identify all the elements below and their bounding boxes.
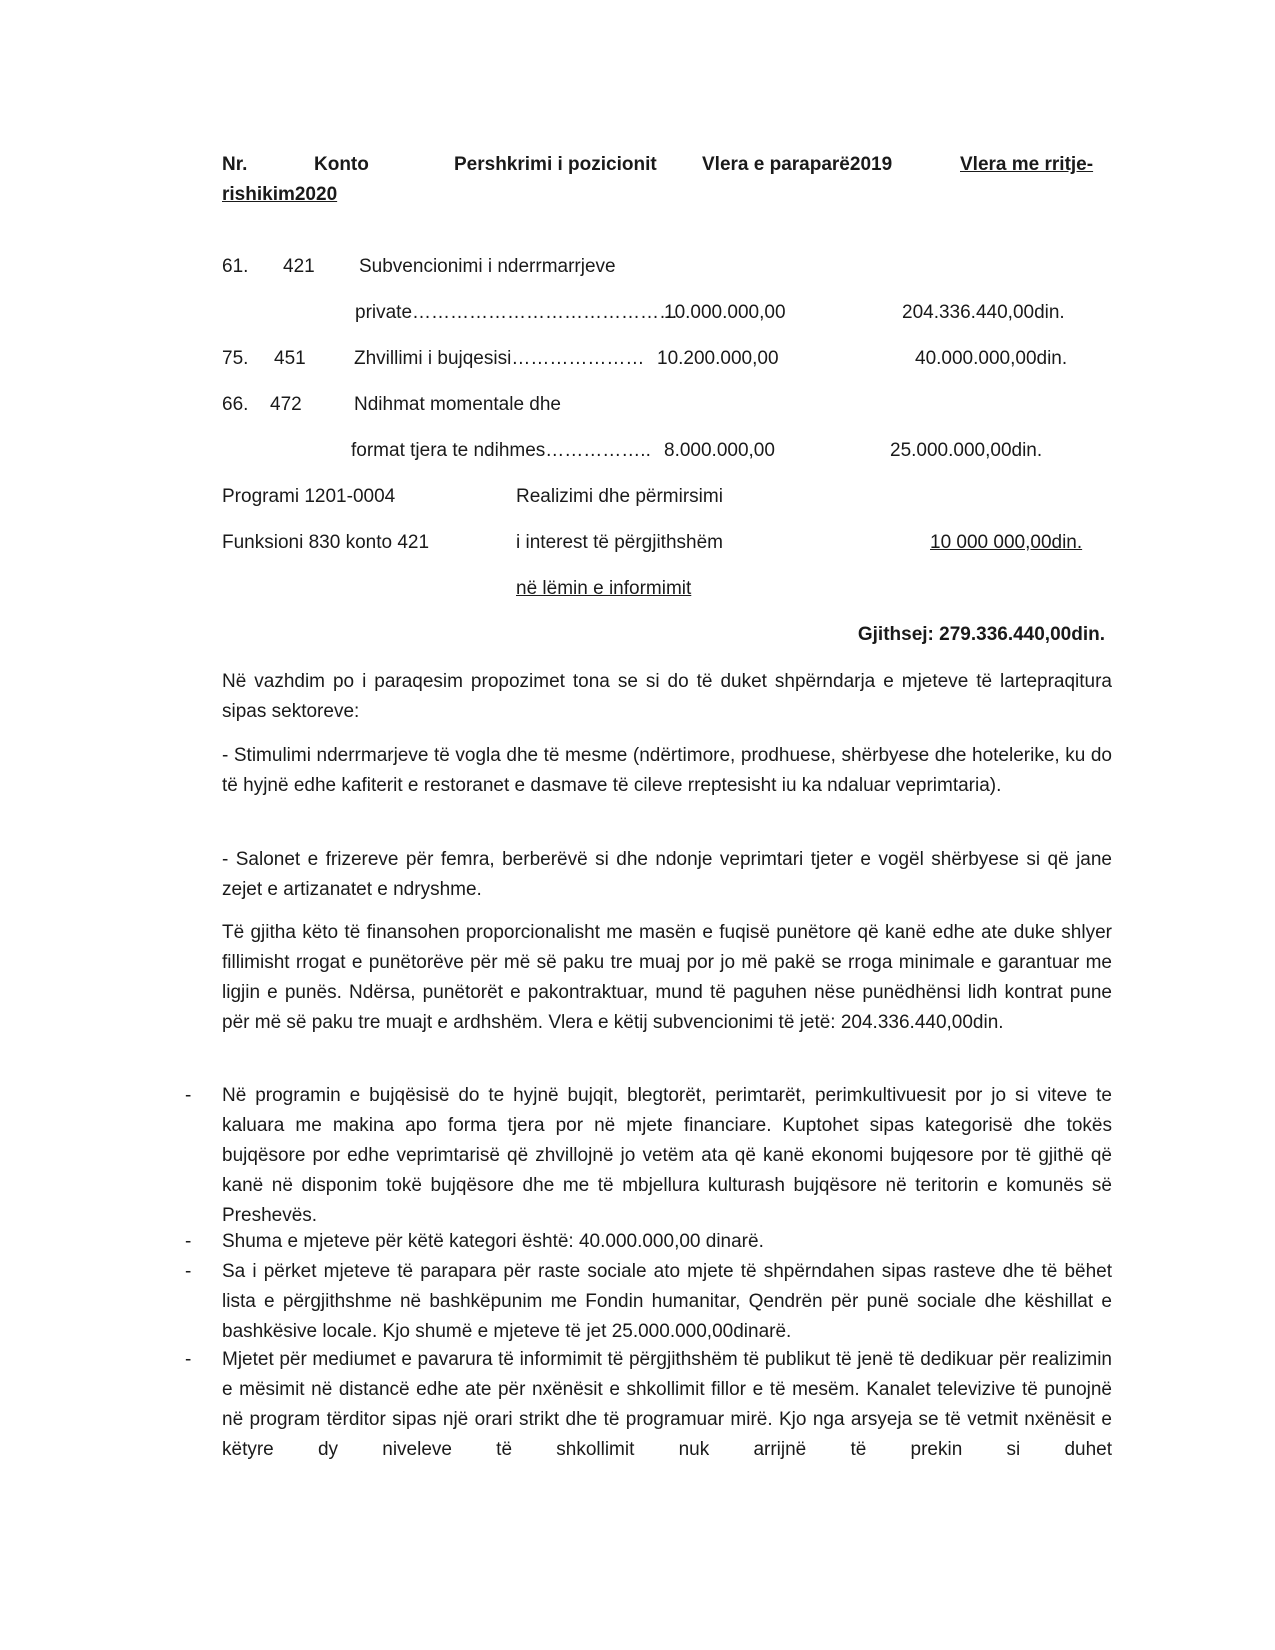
program-desc-line2: i interest të përgjithshëm	[516, 532, 723, 553]
row-75-konto: 451	[274, 348, 306, 369]
row-61-value-2019: 10.000.000,00	[664, 302, 786, 323]
row-66-desc-line2: format tjera te ndihmes……………..	[351, 440, 651, 461]
bullet-text: Në programin e bujqësisë do te hyjnë bujqit, blegtorët, perimtarët, perimkultivuesit por jo si viteve te kaluara me makina apo forma tjera por në mjete financiare. Kuptohet sipas kategorisë dhe tokës bujqësore por edhe veprimtarisë që zhvillojnë jo vetëm ata që kanë ekonomi bujqesore por të gjithë që kanë në disponim tokë bujqësore dhe me të mbjellura kulturash bujqësore në teritorin e komunës së Preshevës.	[222, 1085, 1112, 1226]
bullet-bujqesia	[185, 1081, 1112, 1231]
program-desc-line3: në lëmin e informimit	[516, 578, 692, 599]
row-75-value-2019: 10.200.000,00	[657, 348, 779, 369]
row-75-value-2020: 40.000.000,00din.	[915, 348, 1068, 369]
grand-total: Gjithsej: 279.336.440,00din.	[857, 624, 1105, 645]
row-61-value-2020: 204.336.440,00din.	[902, 302, 1065, 323]
row-66-value-2020: 25.000.000,00din.	[890, 440, 1043, 461]
program-value: 10 000 000,00din.	[930, 532, 1083, 553]
row-61-nr: 61.	[222, 256, 249, 277]
bullet-marker: -	[185, 1349, 192, 1370]
bullet-marker: -	[185, 1231, 192, 1252]
bullet-shuma	[185, 1227, 1112, 1257]
paragraph-salonet: - Salonet e frizereve për femra, berberëvë si dhe ndonje veprimtari tjeter e vogël shërbyese si që jane zejet e artizanatet e ndryshme.	[222, 849, 1112, 900]
bullet-text: Shuma e mjeteve për këtë kategori është: 40.000.000,00 dinarë.	[222, 1231, 764, 1252]
row-66-value-2019: 8.000.000,00	[664, 440, 775, 461]
row-61-konto: 421	[283, 256, 315, 277]
header-vlera-2020: Vlera me rritje-rishikim2020	[222, 154, 1094, 205]
bullet-text: Mjetet për mediumet e pavarura të informimit të përgjithshëm të publikut të jenë të dedikuar për realizimin e mësimit në distancë edhe ate për nxënësit e shkollimit fillor e të mesëm. Kanalet televizive të punojnë në program tërditor sipas një orari strikt dhe të programuar mirë. Kjo nga arsyeja se të vetmit nxënësit e këtyre dy niveleve të shkollimit nuk arrijnë të prekin si duhet	[222, 1349, 1112, 1460]
paragraph-stimulimi: - Stimulimi nderrmarjeve të vogla dhe të mesme (ndërtimore, prodhuese, shërbyese dhe hotelerike, ku do të hyjnë edhe kafiterit e restoranet e dasmave të cileve rreptesisht iu ka ndaluar veprimtaria).	[222, 745, 1112, 796]
table-header	[222, 150, 1112, 210]
bullet-text: Sa i përket mjeteve të parapara për raste sociale ato mjete të shpërndahen sipas rasteve dhe të bëhet lista e përgjithshme në bashkëpunim me Fondin humanitar, Qendrën për punë sociale dhe këshillat e bashkësive locale. Kjo shumë e mjeteve të jet 25.000.000,00dinarë.	[222, 1261, 1112, 1342]
header-konto: Konto	[314, 154, 369, 175]
row-66-konto: 472	[270, 394, 302, 415]
row-66-desc-line1: Ndihmat momentale dhe	[354, 394, 561, 415]
bullet-sociale	[185, 1257, 1112, 1347]
paragraph-financimi: Të gjitha këto të finansohen proporcionalisht me masën e fuqisë punëtore që kanë edhe ate duke shlyer fillimisht rrogat e punëtorëve për më së paku tre muaj por jo më pakë se rroga minimale e garantuar me ligjin e punës. Ndërsa, punëtorët e pakontraktuar, mund të paguhen nëse punëdhënsi lidh kontrat pune për më së paku tre muajt e ardhshëm. Vlera e këtij subvencionimi të jetë: 204.336.440,00din.	[222, 922, 1112, 1033]
row-75-desc-line1: Zhvillimi i bujqesisi…………………	[354, 348, 645, 369]
bullet-mediumet	[185, 1345, 1112, 1465]
header-pershkrimi: Pershkrimi i pozicionit	[454, 154, 657, 175]
program-label: Programi 1201-0004	[222, 486, 396, 507]
funksioni-label: Funksioni 830 konto 421	[222, 532, 430, 553]
paragraph-intro: Në vazhdim po i paraqesim propozimet tona se si do të duket shpërndarja e mjeteve të lartepraqitura sipas sektoreve:	[222, 671, 1112, 722]
bullet-marker: -	[185, 1085, 192, 1106]
header-nr: Nr.	[222, 154, 248, 175]
row-75-nr: 75.	[222, 348, 249, 369]
row-61-desc-line2: private……………………………………	[355, 302, 679, 323]
row-61-desc-line1: Subvencionimi i nderrmarrjeve	[359, 256, 616, 277]
bullet-marker: -	[185, 1261, 192, 1282]
program-desc-line1: Realizimi dhe përmirsimi	[516, 486, 723, 507]
header-vlera-2019: Vlera e paraparë2019	[702, 154, 893, 175]
row-66-nr: 66.	[222, 394, 249, 415]
